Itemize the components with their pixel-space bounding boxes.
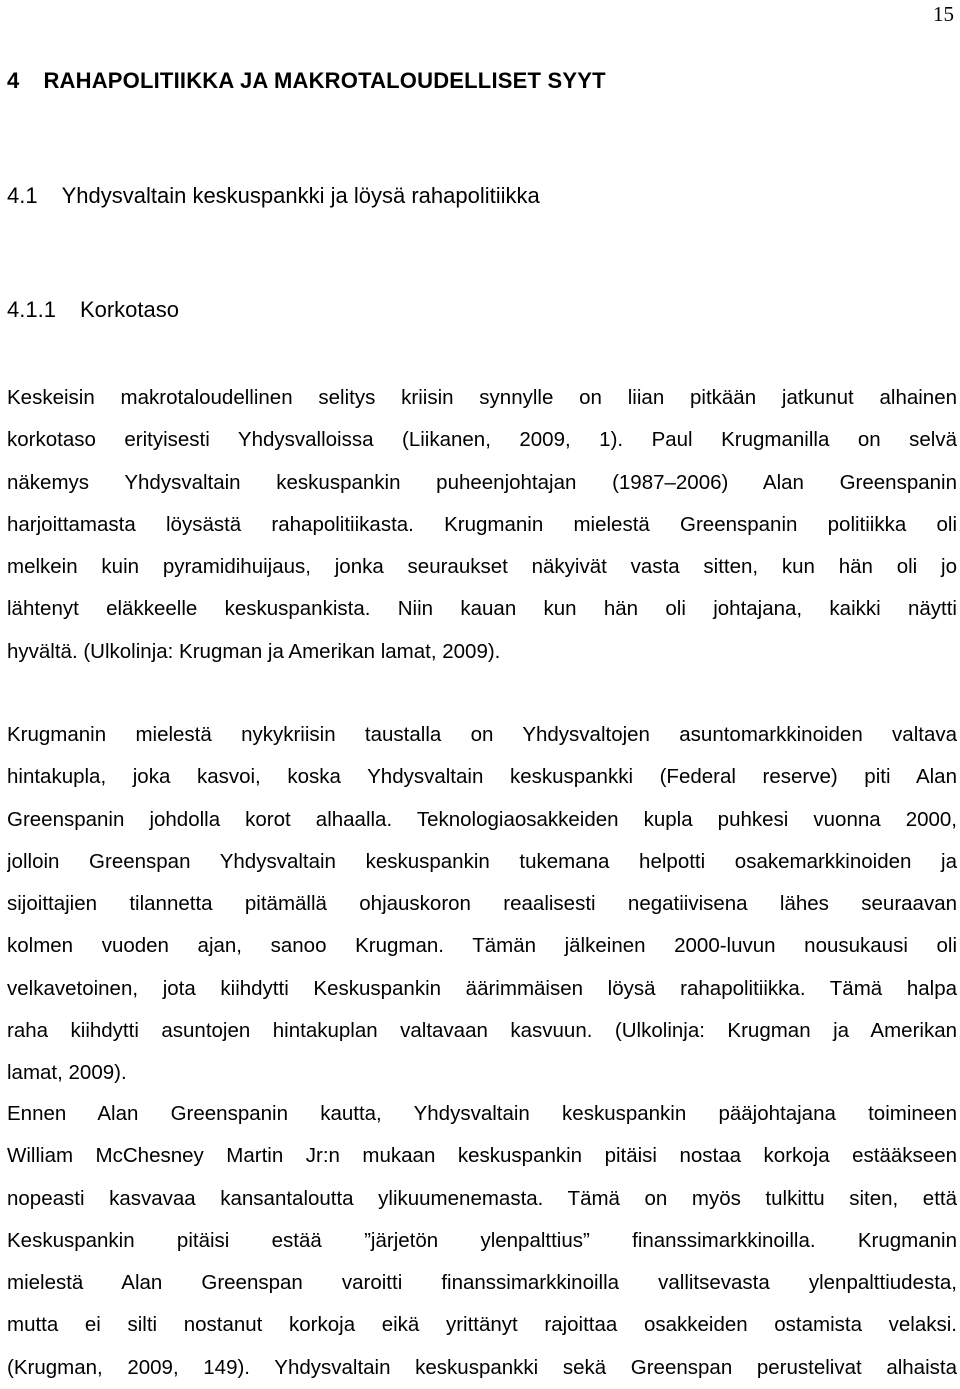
paragraph-line: lähtenyt eläkkeelle keskuspankista. Niin kauan kun hän oli johtajana, kaikki näytti [7, 597, 957, 621]
paragraph-line: Krugmanin mielestä nykykriisin taustalla on Yhdysvaltojen asuntomarkkinoiden valtava [7, 723, 957, 746]
paragraph-line: kolmen vuoden ajan, sanoo Krugman. Tämän jälkeinen 2000-luvun nousukausi oli [7, 934, 957, 958]
paragraph-line: Ennen Alan Greenspanin kautta, Yhdysvaltain keskuspankin pääjohtajana toimineen [7, 1102, 957, 1125]
paragraph-line: jolloin Greenspan Yhdysvaltain keskuspankin tukemana helpotti osakemarkkinoiden ja [7, 849, 957, 873]
paragraph-line: raha kiihdytti asuntojen hintakuplan valtavaan kasvuun. (Ulkolinja: Krugman ja Amerikan [7, 1019, 957, 1043]
subsection-title: Korkotaso [79, 297, 179, 322]
chapter-title: RAHAPOLITIIKKA JA MAKROTALOUDELLISET SYYT [43, 68, 606, 93]
paragraph-line: harjoittamasta löysästä rahapolitiikasta. Krugmanin mielestä Greenspanin politiikka oli [7, 512, 957, 536]
subsection-number: 4.1.1 [7, 297, 56, 322]
paragraph-1 [7, 377, 957, 673]
page-number: 15 [933, 2, 954, 26]
paragraph-line: Keskeisin makrotaloudellinen selitys kriisin synnylle on liian pitkään jatkunut alhainen [7, 386, 957, 409]
paragraph-line: nopeasti kasvavaa kansantaloutta ylikuumenemasta. Tämä on myös tulkittu siten, että [7, 1186, 957, 1210]
paragraph-line: Greenspanin johdolla korot alhaalla. Teknologiaosakkeiden kupla puhkesi vuonna 2000, [7, 807, 957, 831]
section-title: Yhdysvaltain keskuspankki ja löysä rahapolitiikka [61, 183, 540, 208]
paragraph-line: William McChesney Martin Jr:n mukaan keskuspankin pitäisi nostaa korkoja estääkseen [7, 1144, 957, 1168]
paragraph-2 [7, 714, 957, 1095]
subsection-heading [7, 294, 179, 326]
paragraph-line: hintakupla, joka kasvoi, koska Yhdysvaltain keskuspankki (Federal reserve) piti Alan [7, 765, 957, 789]
section-heading [7, 180, 540, 212]
paragraph-line: sijoittajien tilannetta pitämällä ohjauskoron reaalisesti negatiivisena lähes seuraavan [7, 892, 957, 916]
paragraph-line: melkein kuin pyramidihuijaus, jonka seuraukset näkyivät vasta sitten, kun hän oli jo [7, 555, 957, 579]
paragraph-line: näkemys Yhdysvaltain keskuspankin puheenjohtajan (1987–2006) Alan Greenspanin [7, 470, 957, 494]
paragraph-line: lamat, 2009). [7, 1061, 127, 1085]
chapter-number: 4 [7, 68, 20, 93]
paragraph-line: velkavetoinen, jota kiihdytti Keskuspankin äärimmäisen löysä rahapolitiikka. Tämä halpa [7, 976, 957, 1000]
paragraph-line: korkotaso erityisesti Yhdysvalloissa (Liikanen, 2009, 1). Paul Krugmanilla on selvä [7, 428, 957, 452]
paragraph-line: Keskuspankin pitäisi estää ”järjetön ylenpalttius” finanssimarkkinoilla. Krugmanin [7, 1228, 957, 1252]
paragraph-line: mutta ei silti nostanut korkoja eikä yrittänyt rajoittaa osakkeiden ostamista velaksi. [7, 1313, 957, 1337]
chapter-heading [7, 65, 606, 97]
paragraph-3 [7, 1093, 957, 1389]
paragraph-line: mielestä Alan Greenspan varoitti finanssimarkkinoilla vallitsevasta ylenpalttiudesta, [7, 1271, 957, 1295]
section-number: 4.1 [7, 183, 38, 208]
paragraph-line: (Krugman, 2009, 149). Yhdysvaltain keskuspankki sekä Greenspan perustelivat alhaista [7, 1355, 957, 1379]
paragraph-line: hyvältä. (Ulkolinja: Krugman ja Amerikan lamat, 2009). [7, 639, 501, 663]
